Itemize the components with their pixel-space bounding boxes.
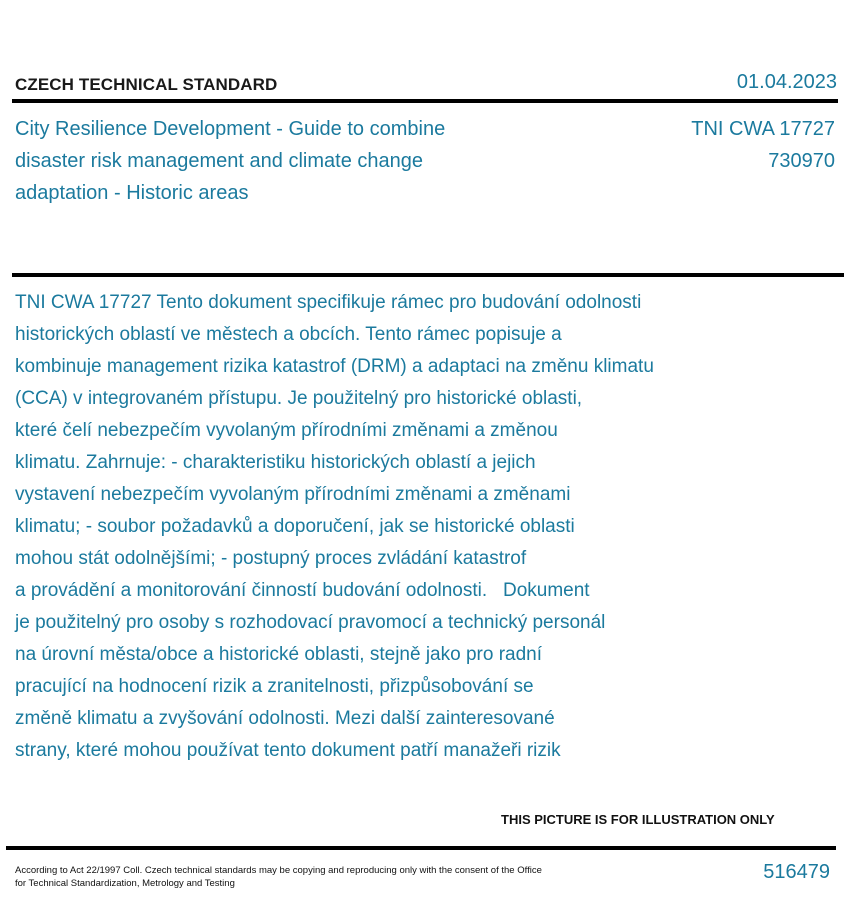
- legal-line: for Technical Standardization, Metrology and Testing: [15, 878, 235, 889]
- abstract-line: mohou stát odolnějšími; - postupný proces zvládání katastrof: [15, 548, 527, 569]
- title-divider: [12, 273, 844, 277]
- illustration-disclaimer: THIS PICTURE IS FOR ILLUSTRATION ONLY: [501, 812, 775, 827]
- abstract-line: které čelí nebezpečím vyvolaným přírodními změnami a změnou: [15, 420, 558, 441]
- abstract-line: historických oblastí ve městech a obcích. Tento rámec popisuje a: [15, 324, 562, 345]
- legal-line: According to Act 22/1997 Coll. Czech technical standards may be copying and reproducing only with the consent of the Office: [15, 865, 542, 876]
- title-line: adaptation - Historic areas: [15, 182, 249, 204]
- abstract-line: klimatu. Zahrnuje: - charakteristiku historických oblastí a jejich: [15, 452, 536, 473]
- class-number: 730970: [768, 150, 835, 172]
- abstract-line: je použitelný pro osoby s rozhodovací pravomocí a technický personál: [15, 612, 606, 633]
- abstract-line: klimatu; - soubor požadavků a doporučení, jak se historické oblasti: [15, 516, 575, 537]
- abstract-line: kombinuje management rizika katastrof (DRM) a adaptaci na změnu klimatu: [15, 356, 654, 377]
- standard-title: [15, 113, 535, 209]
- abstract-line: na úrovní města/obce a historické oblasti, stejně jako pro radní: [15, 644, 543, 665]
- catalog-number: 516479: [763, 861, 830, 883]
- publication-date: 01.04.2023: [736, 71, 837, 93]
- standard-identifiers: [691, 113, 835, 177]
- abstract-line: (CCA) v integrovaném přístupu. Je použitelný pro historické oblasti,: [15, 388, 583, 409]
- legal-notice: [15, 864, 595, 890]
- abstract-line: změně klimatu a zvyšování odolnosti. Mezi další zainteresované: [15, 708, 555, 729]
- footer-divider: [6, 846, 836, 850]
- abstract-line: a provádění a monitorování činností budování odolnosti. Dokument: [15, 580, 590, 601]
- standard-code: TNI CWA 17727: [691, 118, 835, 140]
- abstract-text: [15, 287, 795, 767]
- abstract-line: pracující na hodnocení rizik a zranitelnosti, přizpůsobování se: [15, 676, 534, 697]
- standard-type-label: CZECH TECHNICAL STANDARD: [15, 75, 278, 94]
- header-divider: [12, 99, 838, 103]
- abstract-line: strany, které mohou používat tento dokument patří manažeři rizik: [15, 740, 561, 761]
- abstract-line: TNI CWA 17727 Tento dokument specifikuje rámec pro budování odolnosti: [15, 292, 642, 313]
- title-line: disaster risk management and climate change: [15, 150, 423, 172]
- title-line: City Resilience Development - Guide to combine: [15, 118, 446, 140]
- abstract-line: vystavení nebezpečím vyvolaným přírodními změnami a změnami: [15, 484, 571, 505]
